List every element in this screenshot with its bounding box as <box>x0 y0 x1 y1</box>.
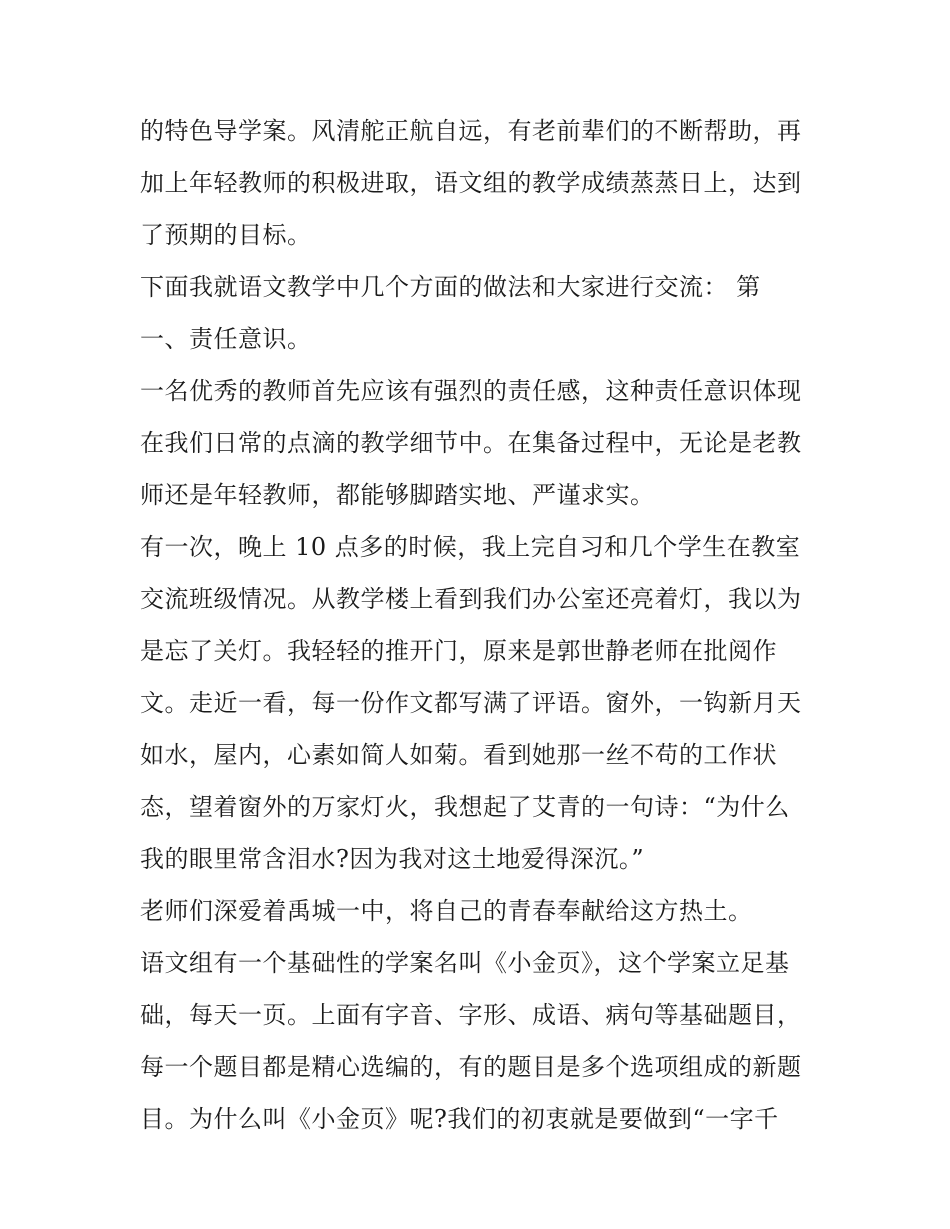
text-line: 有一次，晚上 10 点多的时候，我上完自习和几个学生在教室 <box>140 533 801 561</box>
text-line: 在我们日常的点滴的教学细节中。在集备过程中，无论是老教 <box>140 429 802 457</box>
text-line: 每一个题目都是精心选编的，有的题目是多个选项组成的新题 <box>140 1053 802 1081</box>
text-line: 目。为什么叫《小金页》呢?我们的初衷就是要做到“一字千 <box>140 1105 779 1133</box>
text-line: 文。走近一看，每一份作文都写满了评语。窗外，一钩新月天 <box>140 689 802 717</box>
text-line: 加上年轻教师的积极进取，语文组的教学成绩蒸蒸日上，达到 <box>140 169 802 197</box>
text-line: 础，每天一页。上面有字音、字形、成语、病句等基础题目， <box>140 1001 802 1029</box>
text-line: 的特色导学案。风清舵正航自远，有老前辈们的不断帮助，再 <box>140 117 802 145</box>
text-line: 师还是年轻教师，都能够脚踏实地、严谨求实。 <box>140 481 655 509</box>
text-line: 态，望着窗外的万家灯火，我想起了艾青的一句诗：“为什么 <box>140 793 790 821</box>
text-line: 语文组有一个基础性的学案名叫《小金页》，这个学案立足基 <box>140 949 790 977</box>
text-line: 了预期的目标。 <box>140 221 312 249</box>
text-line: 老师们深爱着禹城一中，将自己的青春奉献给这方热土。 <box>140 897 753 925</box>
text-line: 交流班级情况。从教学楼上看到我们办公室还亮着灯，我以为 <box>140 585 802 613</box>
text-line: 一名优秀的教师首先应该有强烈的责任感，这种责任意识体现 <box>140 377 802 405</box>
text-line: 如水，屋内，心素如简人如菊。看到她那一丝不苟的工作状 <box>140 741 777 769</box>
text-line: 下面我就语文教学中几个方面的做法和大家进行交流： 第 <box>140 273 761 301</box>
text-line: 是忘了关灯。我轻轻的推开门，原来是郭世静老师在批阅作 <box>140 637 777 665</box>
text-line: 我的眼里常含泪水?因为我对这土地爱得深沉。” <box>140 845 645 873</box>
document-text-body <box>140 105 820 1145</box>
text-line: 一、责任意识。 <box>140 325 312 353</box>
